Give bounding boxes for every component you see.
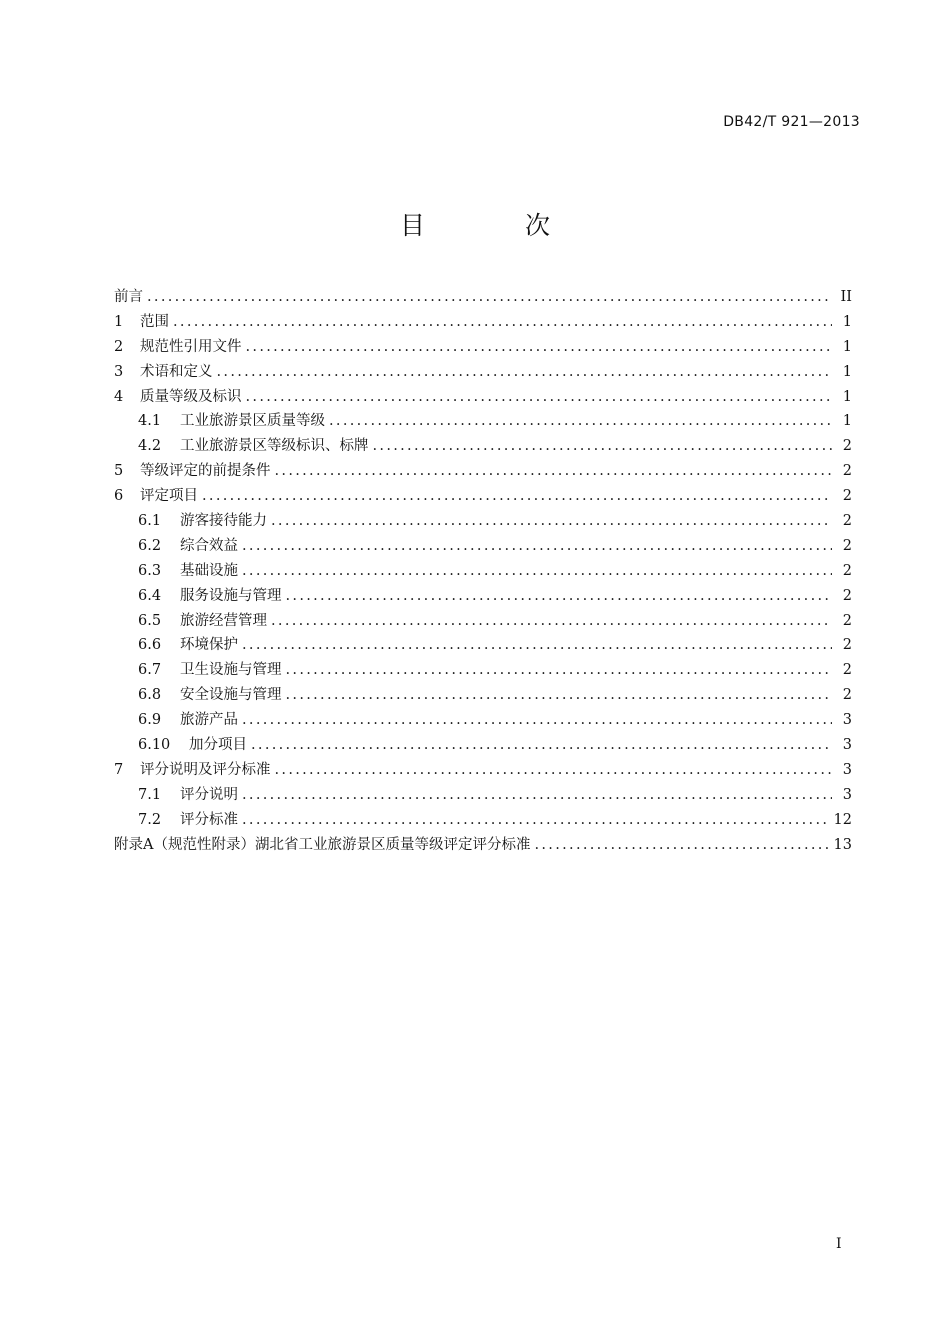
toc-entry-title: 加分项目 — [189, 737, 247, 754]
toc-entry-page: 2 — [842, 438, 852, 455]
toc-leader-dots — [242, 812, 828, 828]
toc-entry-number: 6.6 — [138, 637, 162, 654]
toc-entry-number: 2 — [114, 338, 124, 355]
toc-entry-title: 旅游经营管理 — [180, 612, 267, 629]
toc-entry-foreword[interactable] — [114, 285, 852, 310]
toc-leader-dots — [202, 488, 832, 504]
toc-entry-number: 4.2 — [138, 438, 162, 455]
toc-entry-number: 6.5 — [138, 612, 162, 629]
toc-entry-title: 基础设施 — [180, 562, 238, 579]
toc-entry-page: 2 — [842, 662, 852, 679]
toc-entry-6-1[interactable] — [114, 509, 852, 534]
toc-entry-page: 3 — [842, 761, 852, 778]
toc-entry-2[interactable] — [114, 335, 852, 360]
toc-leader-dots — [271, 513, 832, 529]
toc-entry-number: 4 — [114, 388, 124, 405]
toc-entry-number: 6.8 — [138, 687, 162, 704]
toc-entry-page: 2 — [842, 587, 852, 604]
toc-entry-number: 6.1 — [138, 513, 162, 530]
toc-entry-page: 2 — [842, 537, 852, 554]
toc-entry-title: 等级评定的前提条件 — [140, 463, 271, 480]
toc-entry-page: 2 — [842, 562, 852, 579]
toc-leader-dots — [286, 662, 833, 678]
toc-entry-page: 1 — [842, 413, 852, 430]
toc-entry-title: 旅游产品 — [180, 712, 238, 729]
toc-entry-number: 6.7 — [138, 662, 162, 679]
toc-leader-dots — [251, 737, 832, 753]
toc-leader-dots — [373, 438, 833, 454]
toc-entry-title: 评分说明及评分标准 — [140, 761, 271, 778]
toc-entry-number: 6.3 — [138, 562, 162, 579]
toc-leader-dots — [329, 413, 832, 429]
toc-entry-number: 3 — [114, 363, 124, 380]
toc-entry-number: 6.9 — [138, 712, 162, 729]
toc-entry-6-2[interactable] — [114, 534, 852, 559]
toc-leader-dots — [242, 538, 832, 554]
toc-entry-number: 6.2 — [138, 537, 162, 554]
toc-entry-appendix-a[interactable] — [114, 833, 852, 858]
toc-entry-title: 工业旅游景区质量等级 — [180, 413, 325, 430]
toc-entry-number: 6 — [114, 488, 124, 505]
toc-entry-5[interactable] — [114, 459, 852, 484]
toc-entry-4-2[interactable] — [114, 434, 852, 459]
toc-entry-7-1[interactable] — [114, 783, 852, 808]
toc-entry-title: 附录A（规范性附录）湖北省工业旅游景区质量等级评定评分标准 — [114, 836, 531, 853]
toc-entry-4[interactable] — [114, 385, 852, 410]
toc-entry-title: 规范性引用文件 — [140, 338, 242, 355]
toc-entry-number: 7.1 — [138, 786, 162, 803]
toc-leader-dots — [534, 837, 827, 853]
toc-entry-page: 3 — [842, 786, 852, 803]
toc-entry-number: 6.4 — [138, 587, 162, 604]
toc-leader-dots — [173, 314, 832, 330]
toc-entry-1[interactable] — [114, 310, 852, 335]
toc-leader-dots — [286, 687, 833, 703]
toc-entry-page: 2 — [842, 687, 852, 704]
toc-entry-page: 2 — [842, 637, 852, 654]
toc-entry-page: 13 — [833, 836, 852, 853]
toc-entry-title: 质量等级及标识 — [140, 388, 242, 405]
toc-entry-page: 1 — [842, 313, 852, 330]
toc-entry-6-3[interactable] — [114, 559, 852, 584]
toc-entry-title: 环境保护 — [180, 637, 238, 654]
toc-title-char-1: 目 — [399, 211, 425, 240]
toc-entry-6[interactable] — [114, 484, 852, 509]
toc-entry-number: 7.2 — [138, 811, 162, 828]
toc-entry-title: 游客接待能力 — [180, 513, 267, 530]
toc-leader-dots — [217, 364, 833, 380]
toc-entry-7[interactable] — [114, 758, 852, 783]
toc-leader-dots — [275, 463, 833, 479]
toc-leader-dots — [275, 762, 833, 778]
toc-leader-dots — [242, 637, 832, 653]
toc-entry-page: 2 — [842, 612, 852, 629]
toc-entry-6-8[interactable] — [114, 683, 852, 708]
toc-entry-7-2[interactable] — [114, 808, 852, 833]
toc-leader-dots — [246, 389, 833, 405]
toc-entry-6-9[interactable] — [114, 708, 852, 733]
toc-entry-page: II — [840, 289, 852, 305]
toc-entry-title: 前言 — [114, 289, 143, 305]
toc-entry-number: 1 — [114, 313, 124, 330]
toc-entry-title: 卫生设施与管理 — [180, 662, 282, 679]
toc-entry-page: 3 — [842, 712, 852, 729]
toc-entry-page: 12 — [833, 811, 852, 828]
toc-leader-dots — [242, 712, 832, 728]
toc-leader-dots — [271, 613, 832, 629]
toc-entry-3[interactable] — [114, 360, 852, 385]
toc-entry-6-7[interactable] — [114, 658, 852, 683]
toc-entry-number: 5 — [114, 463, 124, 480]
toc-entry-title: 评分说明 — [180, 786, 238, 803]
toc-entry-page: 1 — [842, 363, 852, 380]
toc-entry-page: 1 — [842, 388, 852, 405]
toc-entry-page: 1 — [842, 338, 852, 355]
toc-entry-6-10[interactable] — [114, 733, 852, 758]
table-of-contents — [114, 285, 852, 857]
toc-entry-4-1[interactable] — [114, 409, 852, 434]
toc-entry-6-6[interactable] — [114, 633, 852, 658]
toc-entry-6-5[interactable] — [114, 609, 852, 634]
toc-entry-number: 4.1 — [138, 413, 162, 430]
toc-leader-dots — [242, 563, 832, 579]
toc-entry-page: 3 — [842, 737, 852, 754]
toc-entry-title: 安全设施与管理 — [180, 687, 282, 704]
toc-leader-dots — [246, 339, 833, 355]
toc-entry-title: 范围 — [140, 313, 169, 330]
toc-title-char-2: 次 — [525, 211, 551, 240]
toc-entry-page: 2 — [842, 513, 852, 530]
toc-entry-title: 服务设施与管理 — [180, 587, 282, 604]
toc-title — [0, 206, 950, 242]
page-number: I — [836, 1236, 842, 1252]
toc-entry-title: 评定项目 — [140, 488, 198, 505]
toc-leader-dots — [147, 289, 832, 305]
document-code: DB42/T 921—2013 — [723, 114, 860, 130]
toc-entry-title: 术语和定义 — [140, 363, 213, 380]
toc-entry-title: 评分标准 — [180, 811, 238, 828]
toc-entry-6-4[interactable] — [114, 584, 852, 609]
toc-leader-dots — [242, 787, 832, 803]
toc-entry-title: 工业旅游景区等级标识、标牌 — [180, 438, 369, 455]
toc-entry-number: 7 — [114, 761, 124, 778]
toc-leader-dots — [286, 588, 833, 604]
toc-entry-title: 综合效益 — [180, 537, 238, 554]
toc-entry-number: 6.10 — [138, 737, 171, 754]
toc-entry-page: 2 — [842, 463, 852, 480]
toc-entry-page: 2 — [842, 488, 852, 505]
